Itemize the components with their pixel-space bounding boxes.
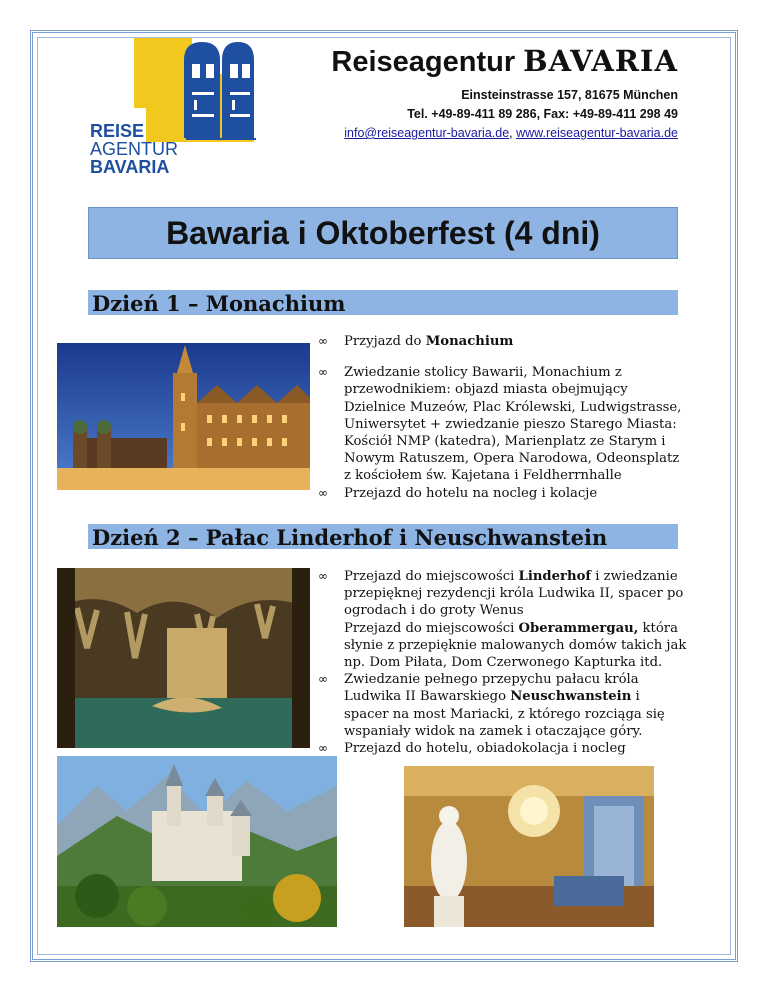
neuschwanstein-photo: [57, 756, 337, 927]
agency-name: Reiseagentur BAVARIA: [331, 44, 678, 78]
logo-text-agentur: AGENTUR: [90, 139, 179, 159]
page-title: Bawaria i Oktoberfest (4 dni): [88, 207, 678, 259]
day1-heading: Dzień 1 – Monachium: [88, 290, 678, 317]
day2-bullet-3: ∞ Przejazd do hotelu, obiadokolacja i nocleg: [318, 741, 626, 757]
agency-links: info@reiseagentur-bavaria.de, www.reiseagentur-bavaria.de: [344, 126, 678, 140]
day2-bullet-2: ∞ Zwiedzanie pełnego przepychu pałacu króla Ludwika II Bawarskiego Neuschwanstein i spacer na most Mariacki, z którego rozciąga się wspaniały widok na zamek i otaczające góry.: [318, 672, 665, 739]
email-link[interactable]: info@reiseagentur-bavaria.de: [344, 126, 510, 140]
day1-bullets: [318, 333, 688, 502]
website-link[interactable]: www.reiseagentur-bavaria.de: [516, 126, 678, 140]
agency-phone: Tel. +49-89-411 89 286, Fax: +49-89-411 298 49: [407, 107, 678, 121]
day1-bullet-2: ∞ Zwiedzanie stolicy Bawarii, Monachium z przewodnikiem: objazd miasta obejmujący Dzielnice Muzeów, Plac Królewski, Ludwigstrasse, Uniwersytet + zwiedzanie pieszo Starego Miasta: Kościół NMP (katedra), Marienplatz ze Starym i Nowym Ratuszem, Opera Narodowa, Odeonsplatz z kościołem św. Kajetana i Feldherrnhalle: [318, 365, 682, 484]
day2-heading: Dzień 2 – Pałac Linderhof i Neuschwanstein: [88, 524, 678, 551]
venus-grotto-photo: [57, 568, 310, 748]
day1-bullet-1: ∞ Przyjazd do Monachium: [318, 334, 514, 349]
logo-text-bavaria: BAVARIA: [90, 157, 170, 177]
day1-bullet-3: ∞ Przejazd do hotelu na nocleg i kolacje: [318, 485, 598, 501]
day2-bullets: [318, 568, 688, 757]
munich-town-hall-photo: [57, 343, 310, 490]
day2-bullet-1: ∞ Przejazd do miejscowości Linderhof i zwiedzanie przepięknej rezydencji króla Ludwika II, spacer po ogrodach i do groty Wenus Przejazd do miejscowości Oberammergau, która słynie z przepięknie malowanych domów takich jak np. Dom Piłata, Dom Czerwonego Kapturka itd.: [318, 569, 687, 671]
logo-text-reise: REISE: [90, 121, 145, 141]
agency-address: Einsteinstrasse 157, 81675 München: [461, 88, 678, 102]
agency-logo: [86, 38, 256, 178]
linderhof-interior-photo: [404, 766, 654, 927]
